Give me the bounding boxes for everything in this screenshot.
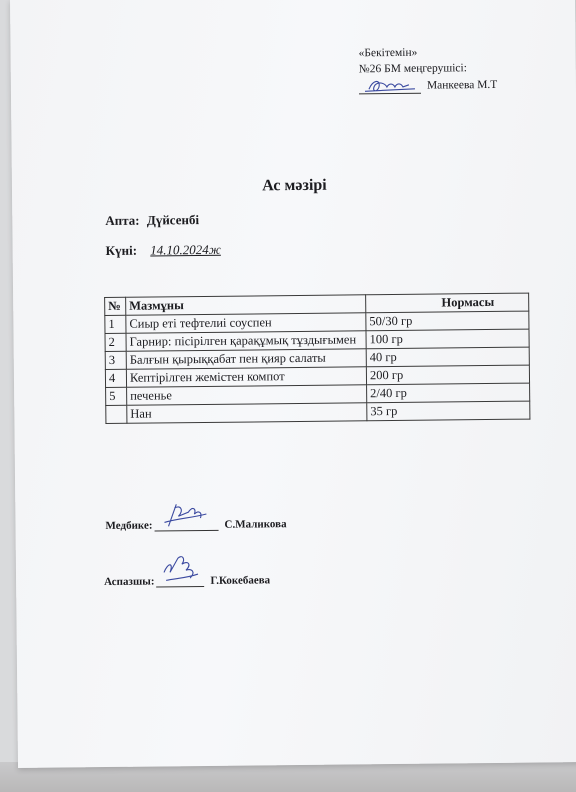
row-dish: Кептірілген жемістен компот (126, 367, 366, 388)
header-norm: Нормасы (366, 293, 529, 313)
approval-block (359, 45, 498, 94)
row-number: 4 (105, 369, 126, 387)
document-sheet (10, 0, 576, 768)
nurse-signature-icon (154, 500, 218, 531)
week-row (105, 212, 199, 229)
nurse-name: С.Маликова (224, 518, 287, 531)
table-row (106, 401, 530, 423)
nurse-signature-row (105, 511, 286, 532)
row-dish: Балғын қырыққабат пен қияр салаты (126, 349, 366, 370)
approval-signer-name: Манкеева М.Т (426, 78, 498, 92)
row-number: 3 (105, 351, 126, 369)
date-value: 14.10.2024ж (150, 241, 221, 258)
row-number: 2 (105, 333, 126, 351)
approval-signature-row (359, 77, 498, 94)
row-norm: 50/30 гр (366, 311, 529, 331)
row-number (106, 405, 127, 423)
nurse-label: Медбике: (105, 519, 153, 533)
cook-signature-row (104, 567, 270, 588)
row-dish: Нан (127, 403, 367, 424)
approval-line-2: №26 БМ меңгерушісі: (358, 62, 467, 76)
cook-signature-blank (156, 568, 204, 588)
row-number: 1 (105, 315, 126, 333)
week-value: Дүйсенбі (146, 212, 200, 228)
row-dish: печенье (127, 385, 367, 406)
header-number: № (105, 297, 126, 315)
row-norm: 100 гр (366, 329, 529, 349)
approval-line-1: «Бекітемін» (358, 46, 418, 60)
row-number: 5 (106, 387, 127, 405)
nurse-signature-blank (154, 512, 218, 532)
menu-table (104, 293, 530, 424)
date-row (106, 242, 221, 259)
approval-signature-blank (359, 79, 421, 95)
date-label: Күні: (105, 242, 138, 259)
row-dish: Гарнир: пісірілген қарақұмық тұздығымен (126, 331, 366, 352)
cook-label: Аспазшы: (104, 575, 155, 589)
page-title: Ас мәзірі (262, 176, 327, 195)
row-norm: 40 гр (366, 347, 529, 367)
row-norm: 2/40 гр (367, 383, 530, 403)
cook-name: Г.Кокебаева (210, 574, 271, 587)
header-contents: Мазмұны (126, 295, 366, 316)
row-norm: 200 гр (366, 365, 529, 385)
week-label: Апта: (105, 212, 140, 229)
cook-signature-icon (156, 552, 204, 587)
director-signature-icon (359, 75, 421, 96)
row-norm: 35 гр (367, 401, 530, 421)
row-dish: Сиыр еті тефтелиі соуспен (126, 313, 366, 334)
